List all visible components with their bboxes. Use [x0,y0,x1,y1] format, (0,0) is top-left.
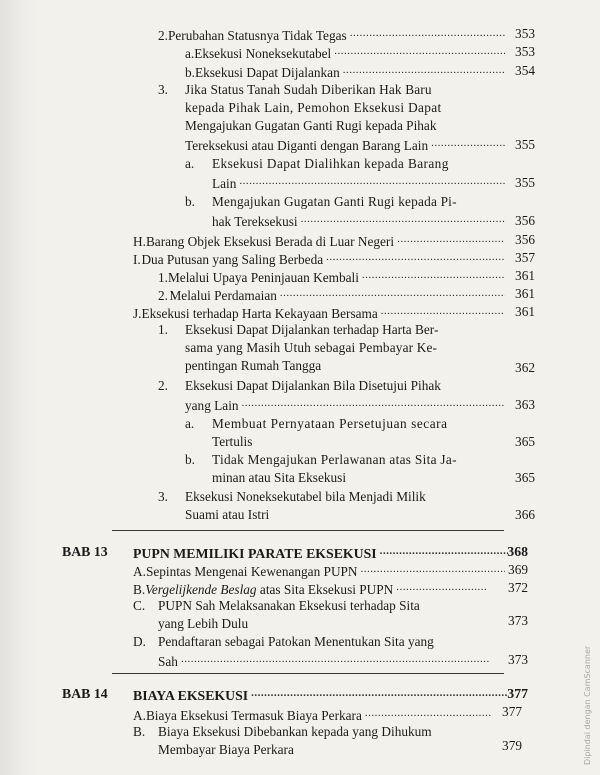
entry-title-line: Jika Status Tanah Sudah Diberikan Hak Baru [185,82,432,97]
leader-dots [343,63,505,78]
toc-entry [185,396,508,413]
page-number: 353 [515,26,535,41]
page-number: 353 [515,44,535,59]
entry-title: Eksekusi terhadap Harta Kekayaan Bersama [141,306,378,321]
page-number: 362 [515,360,535,375]
entry-title-line: Mengajukan Gugatan Ganti Rugi kepada Pi- [212,194,457,209]
section-divider [112,673,504,674]
entry-number: 2. [158,28,168,43]
page-number: 361 [515,268,535,283]
entry-number: b. [185,65,195,80]
page-number: 361 [515,286,535,301]
leader-dots [239,174,505,189]
page-number: 356 [515,232,535,247]
entry-title-line: yang Lebih Dulu [158,616,249,631]
leader-dots [397,232,505,247]
entry-title-line: pentingan Rumah Tangga [185,358,322,373]
leader-dots [350,26,505,41]
leader-dots [362,268,505,283]
toc-entry [158,652,492,669]
entry-title-line: kepada Pihak Lain, Pemohon Eksekusi Dapat [185,100,442,115]
toc-entry [158,26,508,43]
leader-dots [361,562,505,577]
entry-title-line: Suami atau Istri [185,507,270,522]
page-number: 372 [508,580,528,595]
entry-title-italic: Vergelijkende Beslag [145,582,257,597]
chapter-heading [133,686,511,703]
entry-number: A. [133,564,146,579]
entry-title: Melalui Upaya Peninjauan Kembali [167,270,359,285]
leader-dots [251,686,508,701]
toc-entry [185,136,508,153]
leader-dots [396,580,487,595]
entry-title: Biaya Eksekusi Termasuk Biaya Perkara [145,708,362,723]
toc-entry [185,63,508,80]
page-number: 355 [515,137,535,152]
entry-number: a. [185,416,195,431]
entry-title-line: hak Tereksekusi [212,214,298,229]
entry-title: Sepintas Mengenai Kewenangan PUPN [145,564,358,579]
entry-title-line: minan atau Sita Eksekusi [212,470,347,485]
toc-entry [158,268,508,285]
toc-entry [158,616,508,631]
page-number: 354 [515,63,535,78]
entry-title-line: Eksekusi Dapat Dialihkan kepada Barang [212,156,449,171]
chapter-label: BAB 14 [62,686,108,701]
entry-title-line: Membayar Biaya Perkara [158,742,294,757]
entry-number: A. [133,708,146,723]
entry-number: a. [185,156,195,171]
entry-title-line: Lain [212,176,237,191]
toc-entry [212,212,508,229]
chapter-label: BAB 13 [62,544,108,559]
entry-number: b. [185,194,195,209]
leader-dots [431,136,505,151]
entry-title-line: PUPN Sah Melaksanakan Eksekusi terhadap Sita [158,598,420,613]
toc-entry [212,470,508,485]
entry-title: Eksekusi Noneksekutabel [194,46,332,61]
page-number: 365 [515,470,535,485]
page-number: 377 [502,704,522,719]
entry-number: C. [133,598,146,613]
leader-dots [242,396,505,411]
page-number: 363 [515,397,535,412]
entry-number: 1. [158,270,168,285]
leader-dots [365,706,492,721]
entry-title-line: Eksekusi Dapat Dijalankan terhadap Harta Ber- [185,322,439,337]
toc-entry [133,250,508,267]
entry-number: I. [133,252,141,267]
entry-title-line: Eksekusi Dapat Dijalankan Bila Disetujui Pihak [185,378,441,393]
toc-entry [133,706,495,723]
page-number: 379 [502,738,522,753]
entry-title-line: Tidak Mengajukan Perlawanan atas Sita Ja- [212,452,457,467]
entry-title: Melalui Perdamaian [169,288,277,303]
entry-title-line: Eksekusi Noneksekutabel bila Menjadi Milik [185,489,426,504]
entry-number: B. [133,582,146,597]
page-number: 366 [515,507,535,522]
entry-title: Barang Objek Eksekusi Berada di Luar Negeri [145,234,395,249]
entry-title: atas Sita Eksekusi PUPN [256,582,394,597]
entry-number: b. [185,452,195,467]
leader-dots [334,44,505,59]
entry-title-line: Tereksekusi atau Diganti dengan Barang Lain [185,138,429,153]
chapter-heading [133,544,511,561]
page-number: 355 [515,175,535,190]
entry-number: 3. [158,489,168,504]
toc-entry [133,580,490,597]
page-number: 365 [515,434,535,449]
entry-number: B. [133,724,146,739]
entry-number: 1. [158,322,168,337]
entry-title-line: Membuat Pernyataan Persetujuan secara [212,416,448,431]
toc-entry [185,44,508,61]
toc-entry [158,286,508,303]
entry-title-line: yang Lain [185,398,239,413]
page-number: 373 [508,613,528,628]
entry-number: J. [133,306,142,321]
toc-entry [133,232,508,249]
entry-title: Perubahan Statusnya Tidak Tegas [167,28,347,43]
entry-title: Dua Putusan yang Saling Berbeda [141,252,324,267]
leader-dots [381,304,505,319]
toc-entry [185,358,508,373]
chapter-page-number: 368 [507,544,528,559]
entry-title-line: Sah [158,654,178,669]
leader-dots [326,250,505,265]
entry-number: H. [133,234,146,249]
entry-number: 2. [158,288,168,303]
entry-title-line: Biaya Eksekusi Dibebankan kepada yang Dihukum [158,724,432,739]
leader-dots [181,652,489,667]
entry-number: 3. [158,82,168,97]
page-number: 356 [515,213,535,228]
toc-entry [133,304,508,321]
entry-number: D. [133,634,146,649]
entry-title-line: sama yang Masih Utuh sebagai Pembayar Ke- [185,340,438,355]
page-number: 369 [508,562,528,577]
entry-title: Eksekusi Dapat Dijalankan [194,65,340,80]
entry-number: 2. [158,378,168,393]
toc-entry [212,174,508,191]
toc-entry [133,562,508,579]
leader-dots [280,286,505,301]
toc-entry [185,507,508,522]
entry-title-line: Tertulis [212,434,253,449]
entry-number: a. [185,46,195,61]
chapter-title: PUPN MEMILIKI PARATE EKSEKUSI [133,546,377,561]
leader-dots [301,212,505,227]
chapter-page-number: 377 [507,686,528,701]
section-divider [112,530,504,531]
toc-entry [212,434,508,449]
entry-title-line: Pendaftaran sebagai Patokan Menentukan Sita yang [158,634,434,649]
page-number: 357 [515,250,535,265]
page-number: 361 [515,304,535,319]
scanner-watermark: Dipindai dengan CamScanner [583,645,592,765]
chapter-title: BIAYA EKSEKUSI [133,688,249,703]
entry-title-line: Mengajukan Gugatan Ganti Rugi kepada Pihak [185,118,437,133]
page-number: 373 [508,652,528,667]
